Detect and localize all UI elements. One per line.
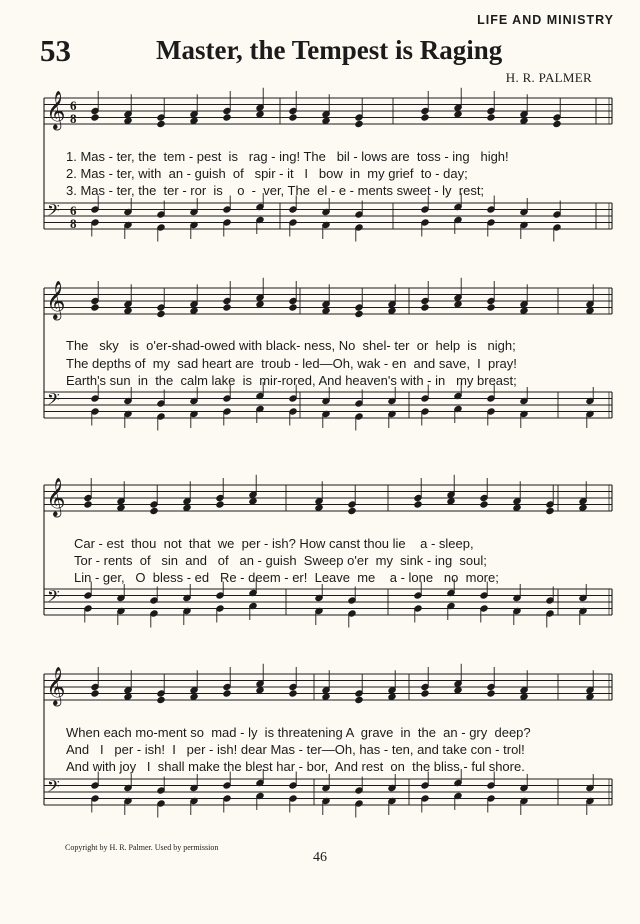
note-head <box>421 114 429 121</box>
note-head <box>256 687 264 694</box>
treble-clef-icon: 𝄞 <box>46 477 66 516</box>
bass-clef-icon: 𝄢 <box>47 389 60 413</box>
lyric-line: The depths of my sad heart are troub - led—Oh, wak - en and save, I pray! <box>66 356 517 371</box>
note-head <box>546 507 554 514</box>
note-head <box>355 696 363 703</box>
note-head <box>256 301 264 308</box>
time-signature: 6 <box>70 203 77 218</box>
note-head <box>553 120 561 127</box>
note-head <box>487 690 495 697</box>
note-head <box>322 307 330 314</box>
bass-clef-icon: 𝄢 <box>47 200 60 224</box>
note-head <box>124 693 132 700</box>
hymn-number: 53 <box>40 33 71 68</box>
note-head <box>480 501 488 508</box>
note-head <box>513 504 521 511</box>
note-head <box>487 304 495 311</box>
treble-clef-icon: 𝄞 <box>46 280 66 319</box>
note-head <box>223 304 231 311</box>
note-head <box>322 693 330 700</box>
note-head <box>289 690 297 697</box>
treble-clef-icon: 𝄞 <box>46 90 66 129</box>
note-head <box>150 507 158 514</box>
lyric-line: Lin - ger, O bless - ed Re - deem - er! Leave me a - lone no more; <box>74 570 499 585</box>
note-head <box>124 307 132 314</box>
note-head <box>157 696 165 703</box>
note-head <box>249 498 257 505</box>
copyright-notice: Copyright by H. R. Palmer. Used by permission <box>65 843 219 852</box>
time-signature: 8 <box>70 111 77 126</box>
note-head <box>91 690 99 697</box>
lyric-line: 1. Mas - ter, the tem - pest is rag - ing! The bil - lows are toss - ing high! <box>66 149 509 164</box>
treble-clef-icon: 𝄞 <box>46 666 66 705</box>
note-head <box>289 304 297 311</box>
lyric-line: Earth's sun in the calm lake is mir-rored, And heaven's with - in my breast; <box>66 373 517 388</box>
hymn-title: Master, the Tempest is Raging <box>156 35 503 65</box>
note-head <box>223 690 231 697</box>
lyric-line: The sky is o'er-shad-owed with black- ness, No shel- ter or help is nigh; <box>66 338 516 353</box>
note-head <box>91 304 99 311</box>
note-head <box>223 114 231 121</box>
note-head <box>520 307 528 314</box>
note-head <box>579 504 587 511</box>
lyric-line: 3. Mas - ter, the ter - ror is o - ver, The el - e - ments sweet - ly rest; <box>66 183 485 198</box>
time-signature: 8 <box>70 216 77 231</box>
note-head <box>348 507 356 514</box>
note-head <box>454 301 462 308</box>
bass-clef-icon: 𝄢 <box>47 776 60 800</box>
lyric-line: When each mo-ment so mad - ly is threatening A grave in the an - gry deep? <box>66 725 531 740</box>
note-head <box>157 310 165 317</box>
note-head <box>447 498 455 505</box>
note-head <box>124 117 132 124</box>
note-head <box>454 687 462 694</box>
bass-clef-icon: 𝄢 <box>47 586 60 610</box>
note-head <box>84 501 92 508</box>
lyric-line: And with joy I shall make the blest har - bor, And rest on the bliss - ful shore. <box>66 759 525 774</box>
note-head <box>322 117 330 124</box>
note-head <box>421 304 429 311</box>
note-head <box>414 501 422 508</box>
page-number: 46 <box>313 850 327 865</box>
note-head <box>190 693 198 700</box>
lyric-line: Tor - rents of sin and of an - guish Sweep o'er my sink - ing soul; <box>74 553 487 568</box>
note-head <box>91 114 99 121</box>
note-head <box>190 307 198 314</box>
note-head <box>388 693 396 700</box>
note-head <box>289 114 297 121</box>
composer-credit: H. R. PALMER <box>505 70 592 85</box>
note-head <box>355 310 363 317</box>
note-head <box>157 120 165 127</box>
note-head <box>520 117 528 124</box>
note-head <box>216 501 224 508</box>
lyric-line: And I per - ish! I per - ish! dear Mas - ter—Oh, has - ten, and take con - trol! <box>66 742 525 757</box>
note-head <box>117 504 125 511</box>
note-head <box>487 114 495 121</box>
note-head <box>388 307 396 314</box>
time-signature: 6 <box>70 98 77 113</box>
note-head <box>421 690 429 697</box>
note-head <box>355 120 363 127</box>
note-head <box>190 117 198 124</box>
note-head <box>315 504 323 511</box>
lyric-line: 2. Mas - ter, with an - guish of spir - it I bow in my grief to - day; <box>66 166 468 181</box>
note-head <box>520 693 528 700</box>
note-head <box>256 111 264 118</box>
note-head <box>586 693 594 700</box>
note-head <box>454 111 462 118</box>
lyric-line: Car - est thou not that we per - ish? How canst thou lie a - sleep, <box>74 536 474 551</box>
note-head <box>183 504 191 511</box>
note-head <box>586 307 594 314</box>
section-label: LIFE AND MINISTRY <box>477 13 614 27</box>
